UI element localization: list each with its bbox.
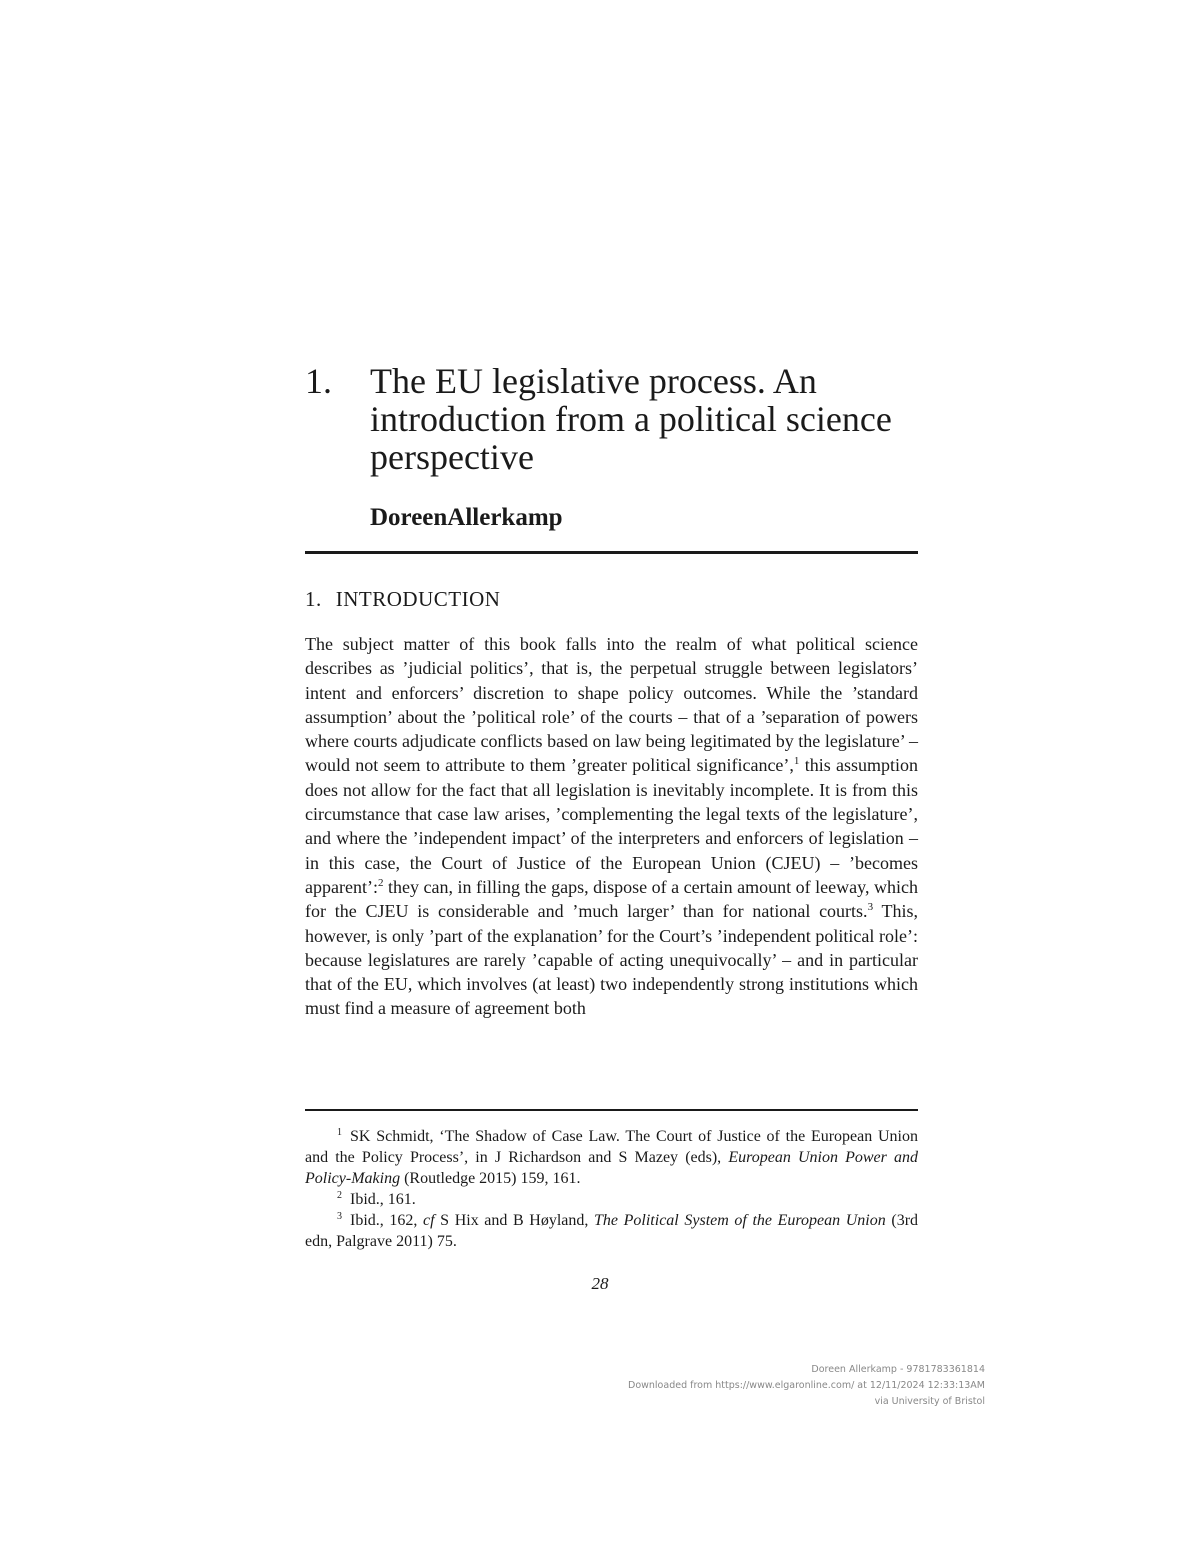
footnote-2 (305, 1189, 918, 1210)
body-text-segment: This, however, is only ’part of the explanation’ for the Court’s ’independent political role’: because legislatures are rarely ’capable of acting unequivocally’ – and in particular that of the EU, which involves (at least) two independently strong institutions which must find a measure of agreement both (305, 901, 918, 1019)
footnote-ref-3[interactable]: 3 (867, 901, 874, 914)
watermark-line: via University of Bristol (874, 1396, 985, 1407)
footnote-cf: cf (423, 1212, 435, 1229)
footnote-ref-2[interactable]: 2 (377, 876, 384, 889)
body-text-segment: The subject matter of this book falls into the realm of what political science describes as ’judicial politics’, that is, the perpetual struggle between legislators’ intent and enforcers’ discretion to shape policy outcomes. While the ’standard assumption’ about the ’political role’ of the courts – that of a ’separation of powers where courts adjudicate conflicts based on law being legitimated by the legislature’ – would not seem to attribute to them ’greater political significance’, (305, 634, 918, 776)
footnote-text: Ibid., 162, (350, 1212, 424, 1229)
footnote-text: (3rd edn, Palgrave 2011) 75. (305, 1212, 919, 1250)
footnote-1 (305, 1126, 918, 1189)
body-paragraph (305, 632, 918, 1021)
footnotes (305, 1126, 918, 1252)
footnote-text: S Hix and B Høyland, (434, 1212, 595, 1229)
section-title: INTRODUCTION (335, 587, 501, 611)
footnote-mark: 1 (337, 1126, 342, 1138)
footnote-divider (305, 1109, 918, 1111)
chapter-number: 1. (305, 361, 332, 401)
section-heading (305, 587, 500, 612)
footnote-3 (305, 1210, 918, 1252)
page-number: 28 (591, 1274, 609, 1293)
section-number: 1. (305, 587, 322, 611)
body-text-segment: this assumption does not allow for the fact that all legislation is inevitably incomplete. It is from this circumstance that case law arises, ’complementing the legal texts of the legislature’, and where the ’independent impact’ of the interpreters and enforcers of legislation – in this case, the Court of Justice of the European Union (CJEU) – ’becomes apparent’: (305, 755, 919, 897)
chapter-author: DoreenAllerkamp (370, 504, 563, 531)
body-text-segment: they can, in filling the gaps, dispose of a certain amount of leeway, which for the CJEU is considerable and ’much larger’ than for national courts. (305, 876, 918, 922)
chapter-title: The EU legislative process. An introduction from a political science perspective (370, 361, 892, 477)
watermark-line: Doreen Allerkamp - 9781783361814 (811, 1364, 985, 1375)
download-watermark (628, 1362, 985, 1410)
watermark-line: Downloaded from https://www.elgaronline.com/ at 12/11/2024 12:33:13AM (628, 1380, 985, 1391)
footnote-text: Ibid., 161. (350, 1191, 416, 1208)
footnote-book-title: European Union Power and Policy-Making (305, 1149, 919, 1187)
footnote-text: (Routledge 2015) 159, 161. (400, 1170, 581, 1187)
footnote-mark: 2 (337, 1189, 342, 1201)
footnote-ref-1[interactable]: 1 (793, 755, 800, 768)
footnote-mark: 3 (337, 1210, 342, 1222)
heading-divider (305, 551, 918, 554)
footnote-book-title: The Political System of the European Union (594, 1212, 886, 1229)
footnote-text: SK Schmidt, ‘The Shadow of Case Law. The Court of Justice of the European Union and the Policy Process’, in J Richardson and S Mazey (eds), (305, 1128, 918, 1166)
